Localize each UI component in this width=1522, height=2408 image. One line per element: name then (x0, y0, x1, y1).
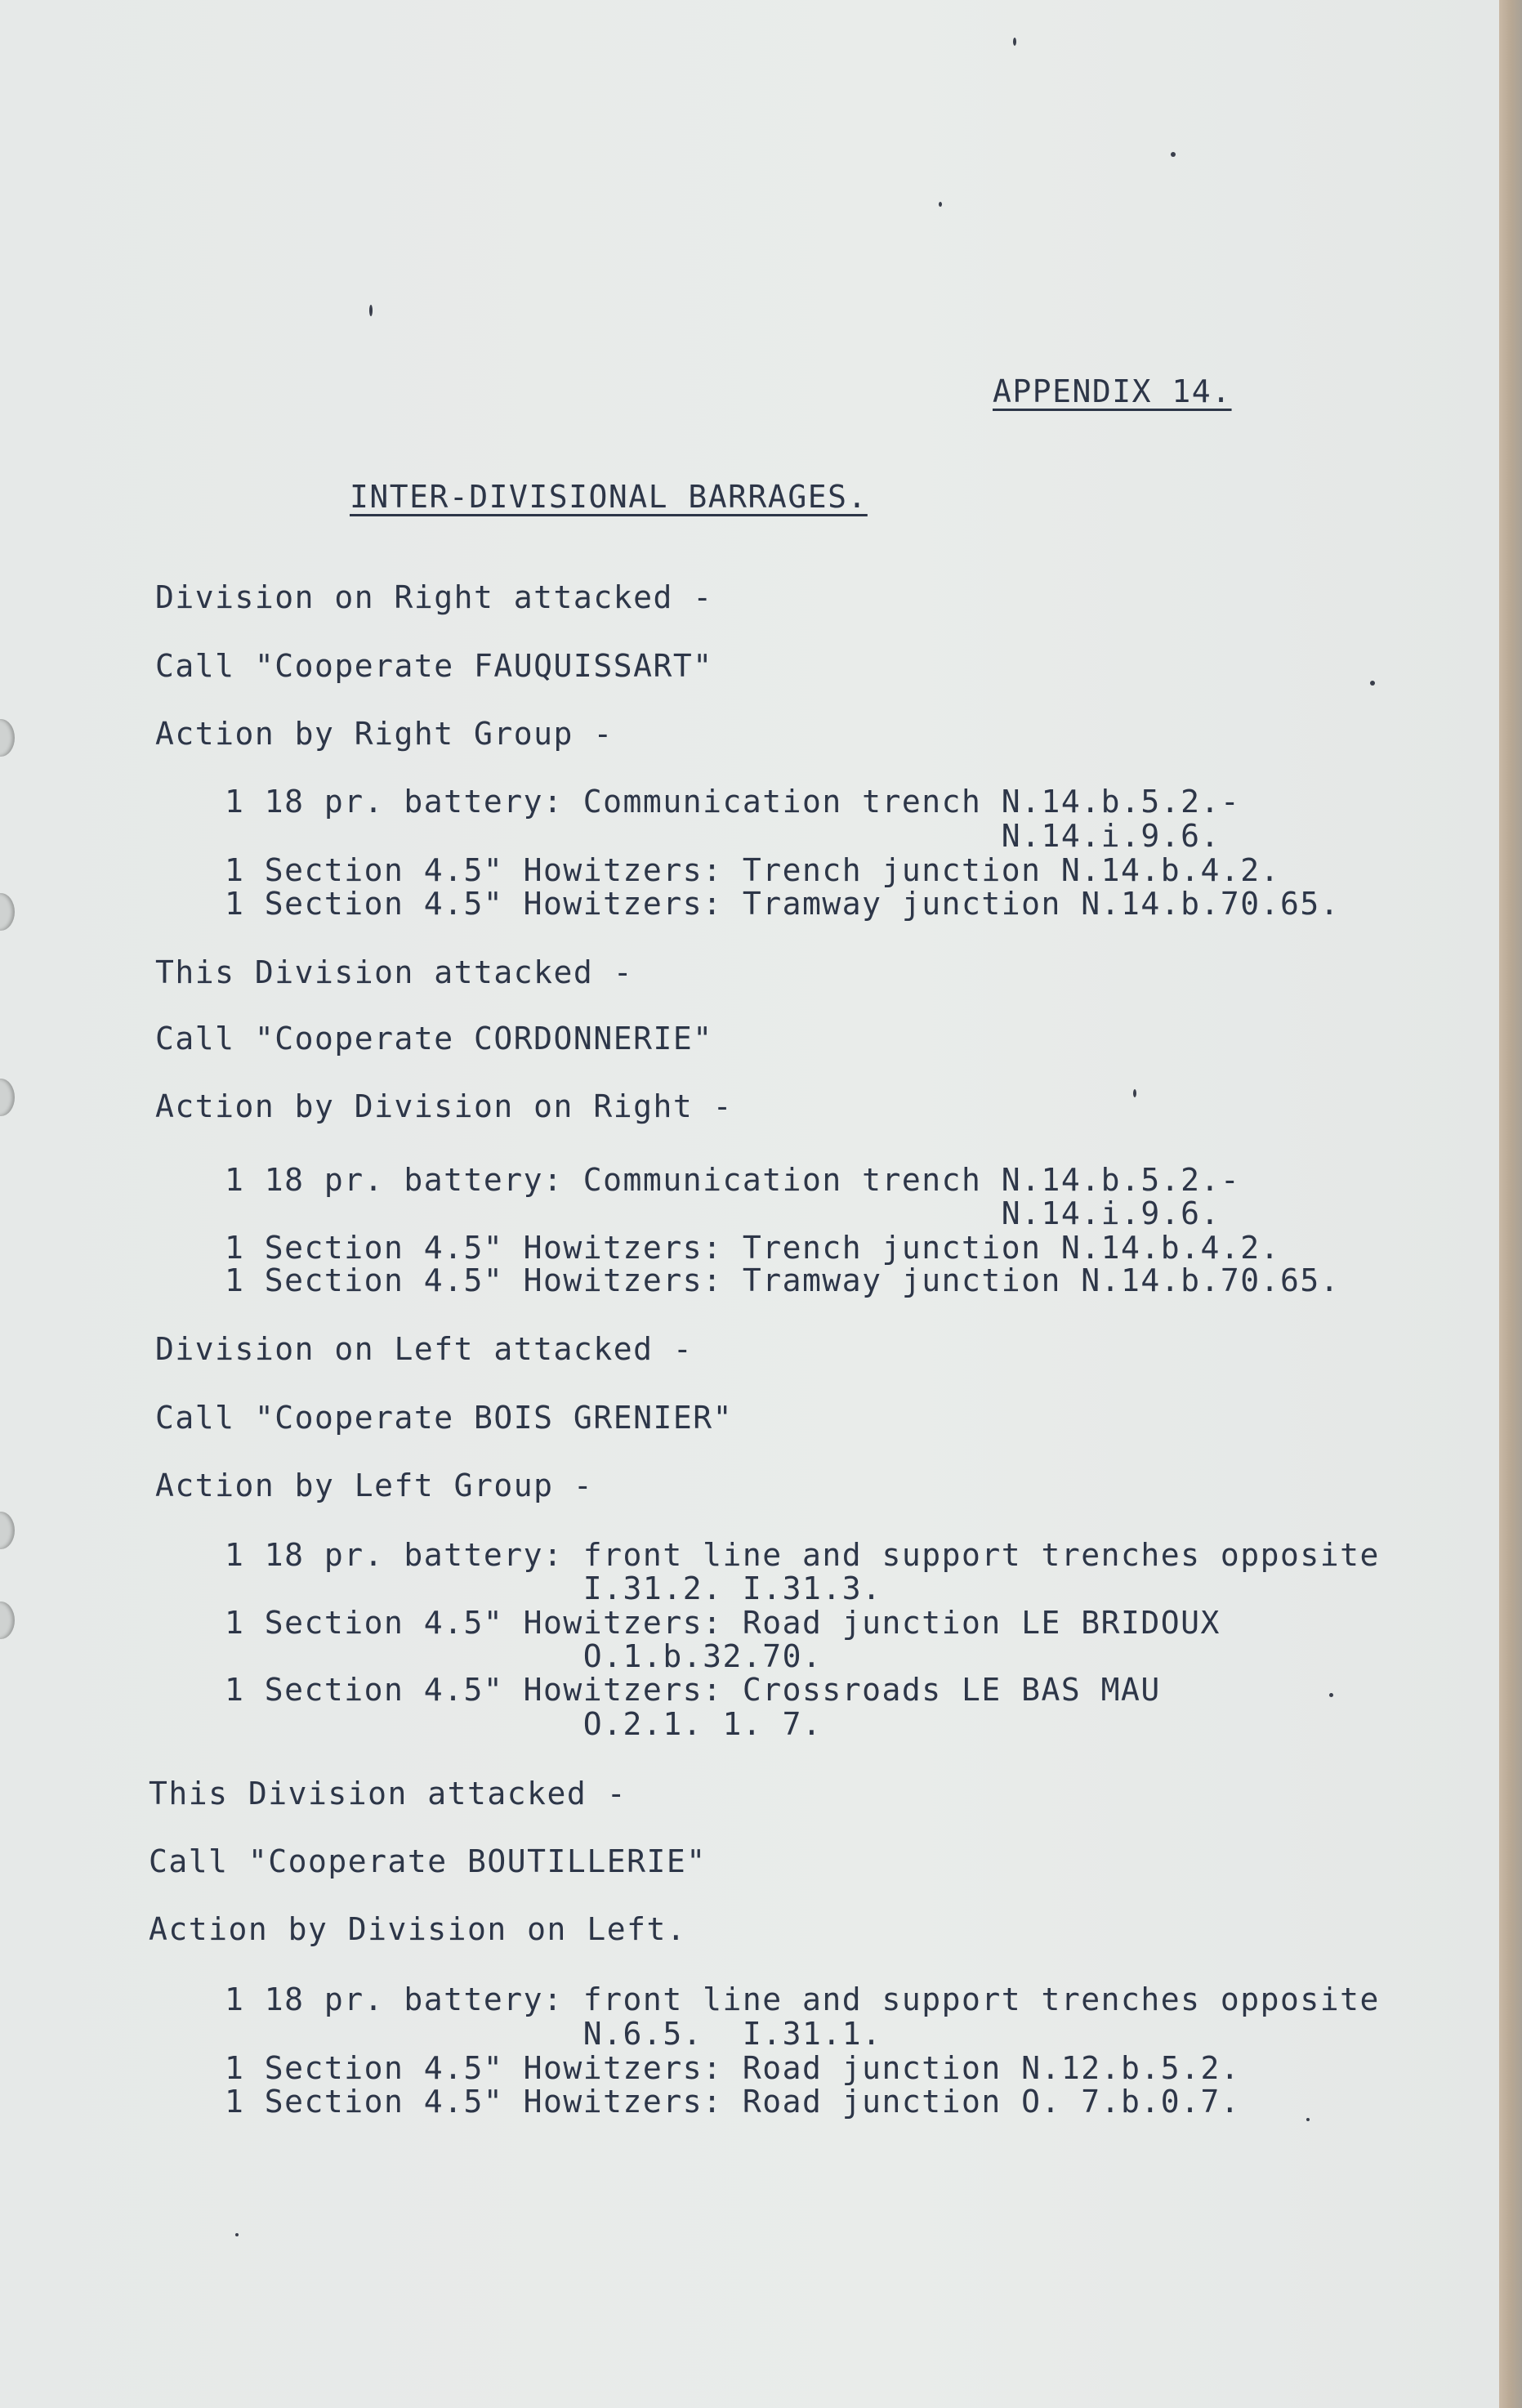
action-line: 1 Section 4.5" Howitzers: Trench junction N.14.b.4.2. (225, 1230, 1281, 1266)
section-action: Action by Division on Right - (155, 1088, 733, 1124)
action-line: O.1.b.32.70. (225, 1638, 823, 1674)
action-line: N.6.5. I.31.1. (225, 2016, 882, 2052)
ink-speck (1306, 2118, 1310, 2121)
action-line: 1 18 pr. battery: front line and support trenches opposite (225, 1981, 1380, 2017)
action-line: 1 Section 4.5" Howitzers: Tramway junction N.14.b.70.65. (225, 886, 1341, 922)
section-call: Call "Cooperate BOUTILLERIE" (149, 1843, 707, 1879)
section-situation: Division on Right attacked - (155, 579, 713, 615)
action-line: 1 Section 4.5" Howitzers: Crossroads LE BAS MAU (225, 1672, 1161, 1708)
document-title: INTER-DIVISIONAL BARRAGES. (350, 479, 868, 515)
ink-speck (1171, 152, 1176, 157)
section-action: Action by Left Group - (155, 1468, 594, 1503)
action-line: 1 18 pr. battery: Communication trench N.14.b.5.2.- (225, 1162, 1241, 1198)
section-call: Call "Cooperate FAUQUISSART" (155, 648, 713, 684)
ink-speck (1133, 1089, 1136, 1097)
section-situation: This Division attacked - (149, 1776, 627, 1812)
ink-speck (939, 202, 942, 207)
action-line: 1 18 pr. battery: front line and support trenches opposite (225, 1537, 1380, 1573)
action-line: 1 18 pr. battery: Communication trench N.14.b.5.2.- (225, 784, 1241, 820)
section-action: Action by Right Group - (155, 716, 614, 752)
section-call: Call "Cooperate BOIS GRENIER" (155, 1400, 733, 1436)
punch-hole (0, 1602, 15, 1639)
section-situation: This Division attacked - (155, 954, 634, 990)
action-line: 1 Section 4.5" Howitzers: Road junction O. 7.b.0.7. (225, 2084, 1241, 2120)
section-call: Call "Cooperate CORDONNERIE" (155, 1021, 713, 1057)
ink-speck (1329, 1693, 1333, 1697)
punch-hole (0, 719, 15, 757)
action-line: N.14.i.9.6. (225, 818, 1221, 854)
section-situation: Division on Left attacked - (155, 1331, 694, 1367)
binder-edge (1499, 0, 1522, 2408)
ink-speck (1013, 38, 1016, 46)
action-line: 1 Section 4.5" Howitzers: Trench junction N.14.b.4.2. (225, 852, 1281, 888)
punch-hole (0, 1079, 15, 1116)
appendix-label: APPENDIX 14. (993, 373, 1232, 409)
action-line: 1 Section 4.5" Howitzers: Road junction LE BRIDOUX (225, 1605, 1221, 1641)
action-line: 1 Section 4.5" Howitzers: Tramway junction N.14.b.70.65. (225, 1262, 1341, 1298)
ink-speck (1370, 681, 1375, 686)
punch-hole (0, 1512, 15, 1549)
action-line: O.2.1. 1. 7. (225, 1706, 823, 1742)
section-action: Action by Division on Left. (149, 1911, 687, 1947)
punch-hole (0, 893, 15, 931)
action-line: N.14.i.9.6. (225, 1195, 1221, 1231)
action-line: I.31.2. I.31.3. (225, 1570, 882, 1606)
ink-speck (369, 305, 373, 316)
action-line: 1 Section 4.5" Howitzers: Road junction N.12.b.5.2. (225, 2050, 1241, 2086)
ink-speck (235, 2233, 239, 2236)
